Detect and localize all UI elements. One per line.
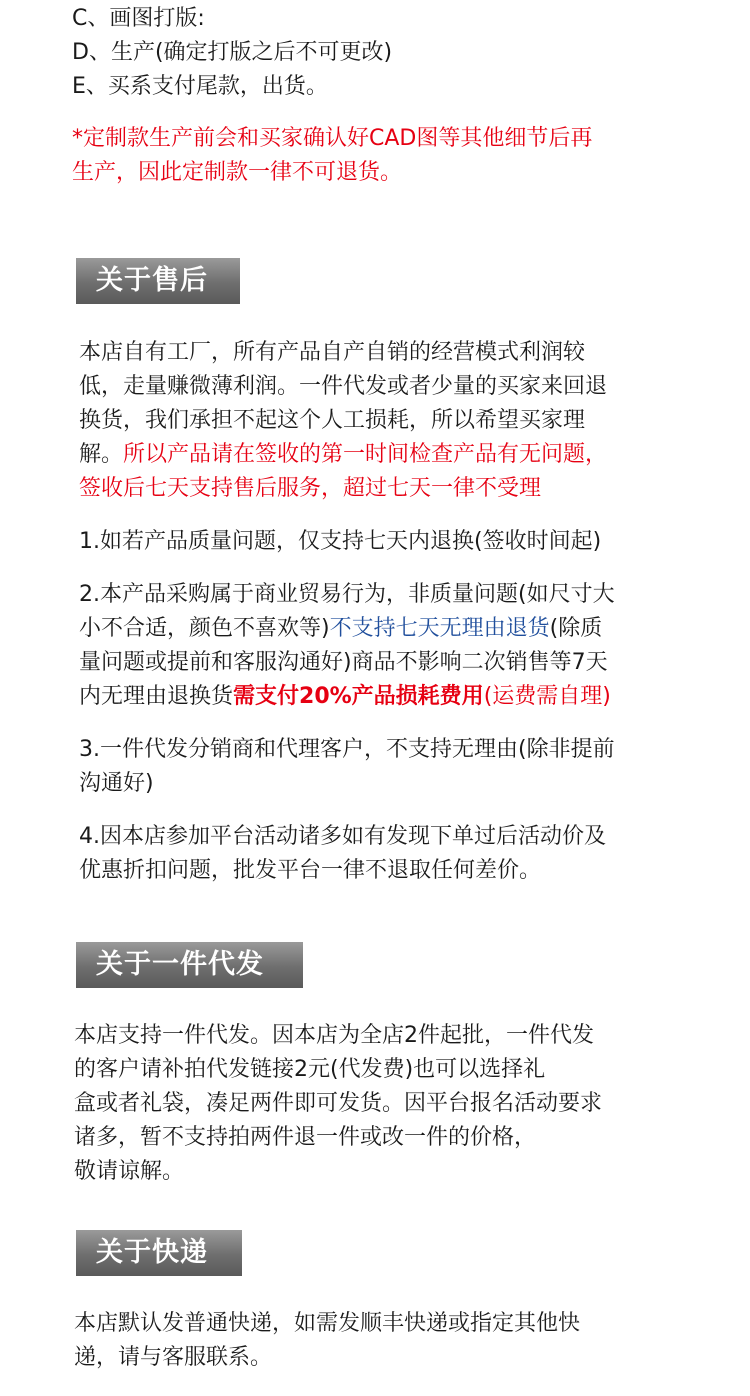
after-sales-item2-l3: 量问题或提前和客服沟通好)商品不影响二次销售等7天 (79, 650, 608, 675)
dropship-l2: 的客户请补拍代发链接2元(代发费)也可以选择礼 (74, 1057, 546, 1082)
after-sales-item4-l1: 4.因本店参加平台活动诸多如有发现下单过后活动价及 (79, 824, 606, 849)
after-sales-item2-l4 (79, 680, 611, 714)
dropship-heading: 关于一件代发 (76, 942, 303, 988)
dropship-l5: 敬请谅解。 (74, 1159, 185, 1184)
item2-l4-c: (运费需自理) (483, 684, 611, 709)
express-heading: 关于快递 (76, 1230, 242, 1276)
after-sales-p1: 本店自有工厂，所有产品自产自销的经营模式利润较 (79, 340, 586, 365)
dropship-l3: 盒或者礼袋，凑足两件即可发货。因平台报名活动要求 (74, 1091, 603, 1116)
express-l1: 本店默认发普通快递，如需发顺丰快递或指定其他快 (74, 1311, 581, 1336)
process-step-d: D、生产(确定打版之后不可更改) (72, 40, 393, 65)
item2-l2-c: (除质 (549, 616, 603, 641)
custom-note-line2: 生产，因此定制款一律不可退货。 (72, 160, 403, 185)
after-sales-p2: 低，走量赚微薄利润。一件代发或者少量的买家来回退 (79, 374, 608, 399)
after-sales-p4 (79, 438, 607, 472)
process-step-e: E、买系支付尾款，出货。 (72, 74, 328, 99)
custom-note-line1: *定制款生产前会和买家确认好CAD图等其他细节后再 (72, 126, 593, 151)
after-sales-item2-l2 (79, 612, 602, 646)
after-sales-p4-a: 解。 (79, 442, 124, 467)
item2-l4-a: 内无理由退换货 (79, 684, 234, 709)
dropship-l1: 本店支持一件代发。因本店为全店2件起批，一件代发 (74, 1023, 594, 1048)
after-sales-p3: 换货，我们承担不起这个人工损耗，所以希望买家理 (79, 408, 586, 433)
after-sales-item1: 1.如若产品质量问题，仅支持七天内退换(签收时间起) (79, 529, 602, 554)
after-sales-heading: 关于售后 (76, 258, 240, 304)
after-sales-p5: 签收后七天支持售后服务，超过七天一律不受理 (79, 476, 542, 501)
after-sales-p4-b: 所以产品请在签收的第一时间检查产品有无问题， (123, 442, 608, 467)
dropship-l4: 诸多，暂不支持拍两件退一件或改一件的价格， (74, 1125, 537, 1150)
item2-l2-b: 不支持七天无理由退货 (329, 616, 550, 641)
after-sales-item3-l2: 沟通好) (79, 771, 154, 796)
after-sales-item3-l1: 3.一件代发分销商和代理客户，不支持无理由(除非提前 (79, 737, 615, 762)
item2-l2-a: 小不合适，颜色不喜欢等) (79, 616, 330, 641)
express-l2: 递，请与客服联系。 (74, 1345, 273, 1370)
after-sales-item4-l2: 优惠折扣问题，批发平台一律不退取任何差价。 (79, 858, 542, 883)
item2-l4-b: 需支付20%产品损耗费用 (233, 684, 484, 709)
process-step-c: C、画图打版: (72, 6, 205, 31)
after-sales-item2-l1: 2.本产品采购属于商业贸易行为，非质量问题(如尺寸大 (79, 582, 615, 607)
